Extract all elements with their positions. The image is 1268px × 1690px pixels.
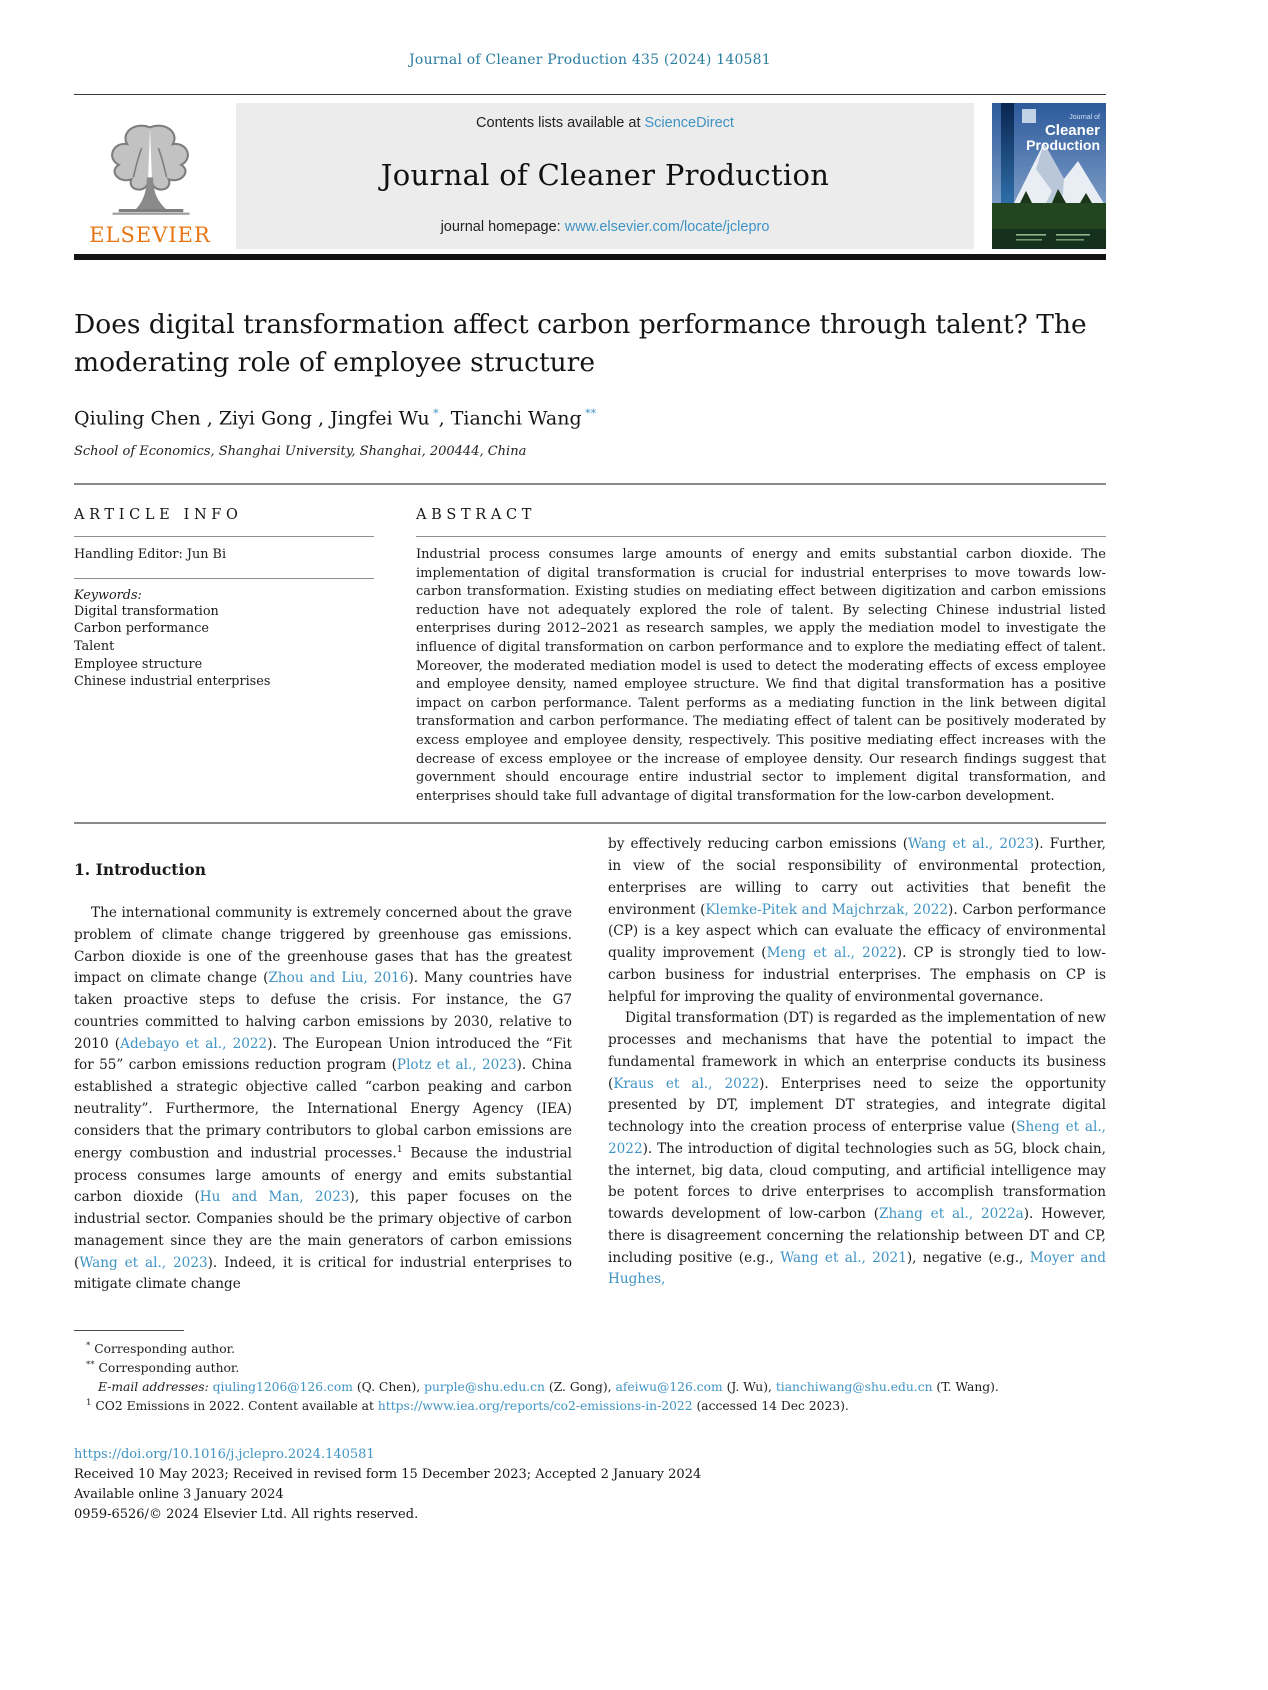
inline-link[interactable]: *	[429, 406, 439, 420]
article-info-heading: ARTICLE INFO	[74, 507, 243, 524]
intro-right-paragraph-1	[608, 834, 1106, 1008]
abstract-column	[416, 507, 1106, 806]
inline-link[interactable]: Hu and Man, 2023	[199, 1189, 350, 1206]
inline-link[interactable]: Moyer and Hughes,	[608, 1249, 1106, 1288]
info-rule-2	[74, 578, 374, 579]
doi-link[interactable]: https://doi.org/10.1016/j.jclepro.2024.140581	[74, 1446, 375, 1462]
text-segment: by effectively reducing carbon emissions (	[608, 836, 909, 853]
inline-link[interactable]: Zhou and Liu, 2016	[268, 970, 409, 987]
footnote-corresponding-1	[74, 1340, 1106, 1359]
header-black-bar	[74, 254, 1106, 260]
contents-line	[476, 115, 734, 131]
inline-link[interactable]: Wang et al., 2023	[908, 836, 1034, 853]
inline-link[interactable]: afeiwu@126.com	[615, 1380, 723, 1395]
keyword-item: Talent	[74, 639, 115, 655]
cover-line2: Cleaner	[1044, 122, 1100, 139]
inline-link[interactable]: tianchiwang@shu.edu.cn	[775, 1380, 933, 1395]
inline-link[interactable]: https://www.iea.org/reports/co2-emissions-in-2022	[377, 1399, 693, 1414]
right-column	[608, 834, 1106, 1296]
inline-link[interactable]: Meng et al., 2022	[766, 945, 897, 962]
left-column	[74, 834, 572, 1296]
text-segment: ), negative (e.g.,	[906, 1249, 1030, 1266]
footnote-co2	[74, 1397, 1106, 1416]
text-segment: **	[86, 1360, 95, 1371]
intro-right-paragraph-2	[608, 1008, 1106, 1291]
affiliation: School of Economics, Shanghai University, Shanghai, 200444, China	[74, 444, 527, 460]
inline-link[interactable]: **	[581, 406, 597, 420]
text-segment: Qiuling Chen , Ziyi Gong , Jingfei Wu	[74, 407, 430, 430]
available-line: Available online 3 January 2024	[74, 1486, 284, 1502]
top-divider	[74, 94, 1106, 95]
cover-line3: Production	[1026, 137, 1100, 153]
abstract-heading: ABSTRACT	[416, 507, 537, 524]
text-segment: CO2 Emissions in 2022. Content available at	[91, 1399, 378, 1414]
inline-link[interactable]: Wang et al., 2021	[780, 1249, 907, 1266]
elsevier-wordmark: ELSEVIER	[89, 223, 211, 247]
abstract-rule	[416, 536, 1106, 537]
footnotes	[74, 1330, 1106, 1416]
text-segment: Because the industrial process consumes large amounts of energy and emits substantial carbon dioxide (	[74, 1145, 572, 1206]
inline-link[interactable]: Adebayo et al., 2022	[120, 1035, 268, 1052]
keyword-item: Employee structure	[74, 656, 203, 672]
text-segment: ). Many countries have taken proactive steps to defuse the crisis. For instance, the G7 countries committed to halving carbon emissions by 2030, relative to 2010 (	[74, 970, 572, 1052]
keywords-list	[74, 603, 374, 691]
inline-link[interactable]: Plotz et al., 2023	[396, 1057, 517, 1074]
text-segment: ). Carbon performance (CP) is a key aspect which can evaluate the efficacy of environmental quality improvement (	[608, 901, 1106, 962]
journal-cover-thumbnail[interactable]	[992, 103, 1106, 249]
homepage-line	[441, 219, 770, 235]
text-segment: Contents lists available at	[476, 115, 645, 131]
inline-link[interactable]: Zhang et al., 2022a	[879, 1206, 1024, 1223]
article-title: Does digital transformation affect carbon performance through talent? The moderating role of employee structure	[74, 309, 1087, 379]
keyword-item: Digital transformation	[74, 603, 219, 619]
journal-title: Journal of Cleaner Production	[380, 158, 830, 192]
footnote-emails	[74, 1378, 1106, 1397]
info-rule-1	[74, 536, 374, 537]
footnote-corresponding-2	[74, 1359, 1106, 1378]
text-segment: ). The European Union introduced the “Fit for 55” carbon emissions reduction program (	[74, 1035, 572, 1074]
inline-link[interactable]: qiuling1206@126.com	[212, 1380, 353, 1395]
text-segment: ). The introduction of digital technologies such as 5G, block chain, the internet, big data, cloud computing, and artificial intelligence may be potent forces to drive enterprises to accomplish transformation towards development of low-carbon (	[608, 1140, 1106, 1223]
text-segment: ). Further, in view of the social responsibility of environmental protection, enterprises are willing to carry out activities that benefit the environment (	[608, 836, 1106, 918]
journal-header-box	[236, 103, 974, 249]
inline-link[interactable]: purple@shu.edu.cn	[424, 1380, 545, 1395]
inline-link[interactable]: Klemke-Pitek and Majchrzak, 2022	[705, 901, 949, 918]
text-segment: E-mail addresses:	[98, 1380, 213, 1395]
text-segment: journal homepage:	[440, 219, 565, 235]
keyword-item: Chinese industrial enterprises	[74, 674, 271, 690]
inline-link[interactable]: Kraus et al., 2022	[613, 1075, 760, 1092]
text-segment: (T. Wang).	[932, 1380, 999, 1395]
introduction-heading: 1. Introduction	[74, 860, 206, 880]
text-segment: Digital transformation (DT) is regarded as the implementation of new processes and mechanisms that have the potential to impact the fundamental framework in which an enterprise conducts its business (	[608, 1010, 1106, 1092]
elsevier-logo[interactable]	[74, 103, 226, 249]
inline-link[interactable]: Wang et al., 2023	[79, 1254, 208, 1271]
keywords-label: Keywords:	[74, 587, 142, 603]
text-segment: ). Enterprises need to seize the opportunity presented by DT, implement DT strategies, and integrate digital technology into the creation process of enterprise value (	[608, 1075, 1106, 1136]
journal-ref: Journal of Cleaner Production 435 (2024) 140581	[409, 52, 771, 68]
handling-editor: Handling Editor: Jun Bi	[74, 547, 227, 563]
inline-link[interactable]: www.elsevier.com/locate/jclepro	[564, 219, 770, 235]
text-segment: ). Indeed, it is critical for industrial enterprises to mitigate climate change	[74, 1254, 573, 1293]
bottom-meta	[74, 1445, 1106, 1526]
text-segment: ), this paper focuses on the industrial sector. Companies should be the primary objective of carbon management since they are the main generators of carbon emissions (	[74, 1189, 572, 1271]
copyright-line: 0959-6526/© 2024 Elsevier Ltd. All rights reserved.	[74, 1506, 419, 1522]
text-segment: *	[86, 1341, 91, 1352]
text-segment: (Q. Chen),	[352, 1380, 425, 1395]
abstract-bottom-divider	[74, 822, 1106, 824]
footnote-divider	[74, 1330, 184, 1331]
introduction-section	[74, 834, 1106, 1296]
authors-line	[74, 407, 1106, 429]
elsevier-tree-icon	[98, 117, 202, 221]
text-segment: Corresponding author.	[94, 1361, 240, 1376]
text-segment: ). However, there is disagreement concerning the relationship between DT and CP, including positive (e.g.,	[608, 1206, 1106, 1266]
cover-line1: Journal of	[1069, 114, 1100, 121]
text-segment: (J. Wu),	[722, 1380, 776, 1395]
text-segment: 1	[86, 1398, 92, 1409]
text-segment: (Z. Gong),	[544, 1380, 616, 1395]
text-segment: ). China established a strategic objective called “carbon peaking and carbon neutrality”. Furthermore, the International Energy Agency (IEA) considers that the primary contributors to global carbon emissions are energy combustion and industrial processes.	[74, 1057, 572, 1162]
text-segment: , Tianchi Wang	[438, 407, 582, 430]
text-segment: The international community is extremely concerned about the grave problem of climate change triggered by greenhouse gas emissions. Carbon dioxide is one of the greenhouse gases that has the greatest impact on climate change (	[74, 905, 572, 987]
text-segment: (accessed 14 Dec 2023).	[692, 1399, 849, 1414]
title-divider	[74, 483, 1106, 485]
inline-link[interactable]: ScienceDirect	[644, 115, 734, 131]
inline-link[interactable]: Sheng et al., 2022	[608, 1119, 1106, 1157]
info-abstract-section	[74, 507, 1106, 806]
abstract-text: Industrial process consumes large amounts of energy and emits substantial carbon dioxide. The implementation of digital transformation is crucial for industrial enterprises to move towards low-carbon transformation. Existing studies on mediating effect between digitization and carbon emissions reduction have not adequately explored the role of talent. By selecting Chinese industrial listed enterprises during 2012–2021 as research samples, we apply the mediation model to investigate the influence of digital transformation on carbon performance and to explore the mediating effect of talent. Moreover, the moderated mediation model is used to detect the moderating effects of excess employee and employee density, named employee structure. We find that digital transformation has a positive impact on carbon performance. Talent performs as a mediating function in the link between digital transformation and carbon performance. The mediating effect of talent can be positively moderated by excess employee and employee density, respectively. This positive mediating effect increases with the decrease of excess employee or the increase of employee density. Our research findings suggest that government should encourage entire industrial sector to implement digital transformation, and enterprises should take full advantage of digital transformation for the low-carbon development.	[416, 547, 1106, 804]
article-info-column	[74, 507, 374, 806]
received-line: Received 10 May 2023; Received in revised form 15 December 2023; Accepted 2 January 2024	[74, 1466, 702, 1482]
text-segment: 1	[396, 1144, 403, 1156]
intro-left-paragraph	[74, 903, 572, 1296]
keyword-item: Carbon performance	[74, 621, 209, 637]
header-band	[74, 103, 1106, 249]
text-segment: ). CP is strongly tied to low-carbon business for industrial enterprises. The emphasis on CP is helpful for improving the quality of environmental governance.	[608, 945, 1107, 1005]
text-segment: Corresponding author.	[90, 1342, 236, 1357]
